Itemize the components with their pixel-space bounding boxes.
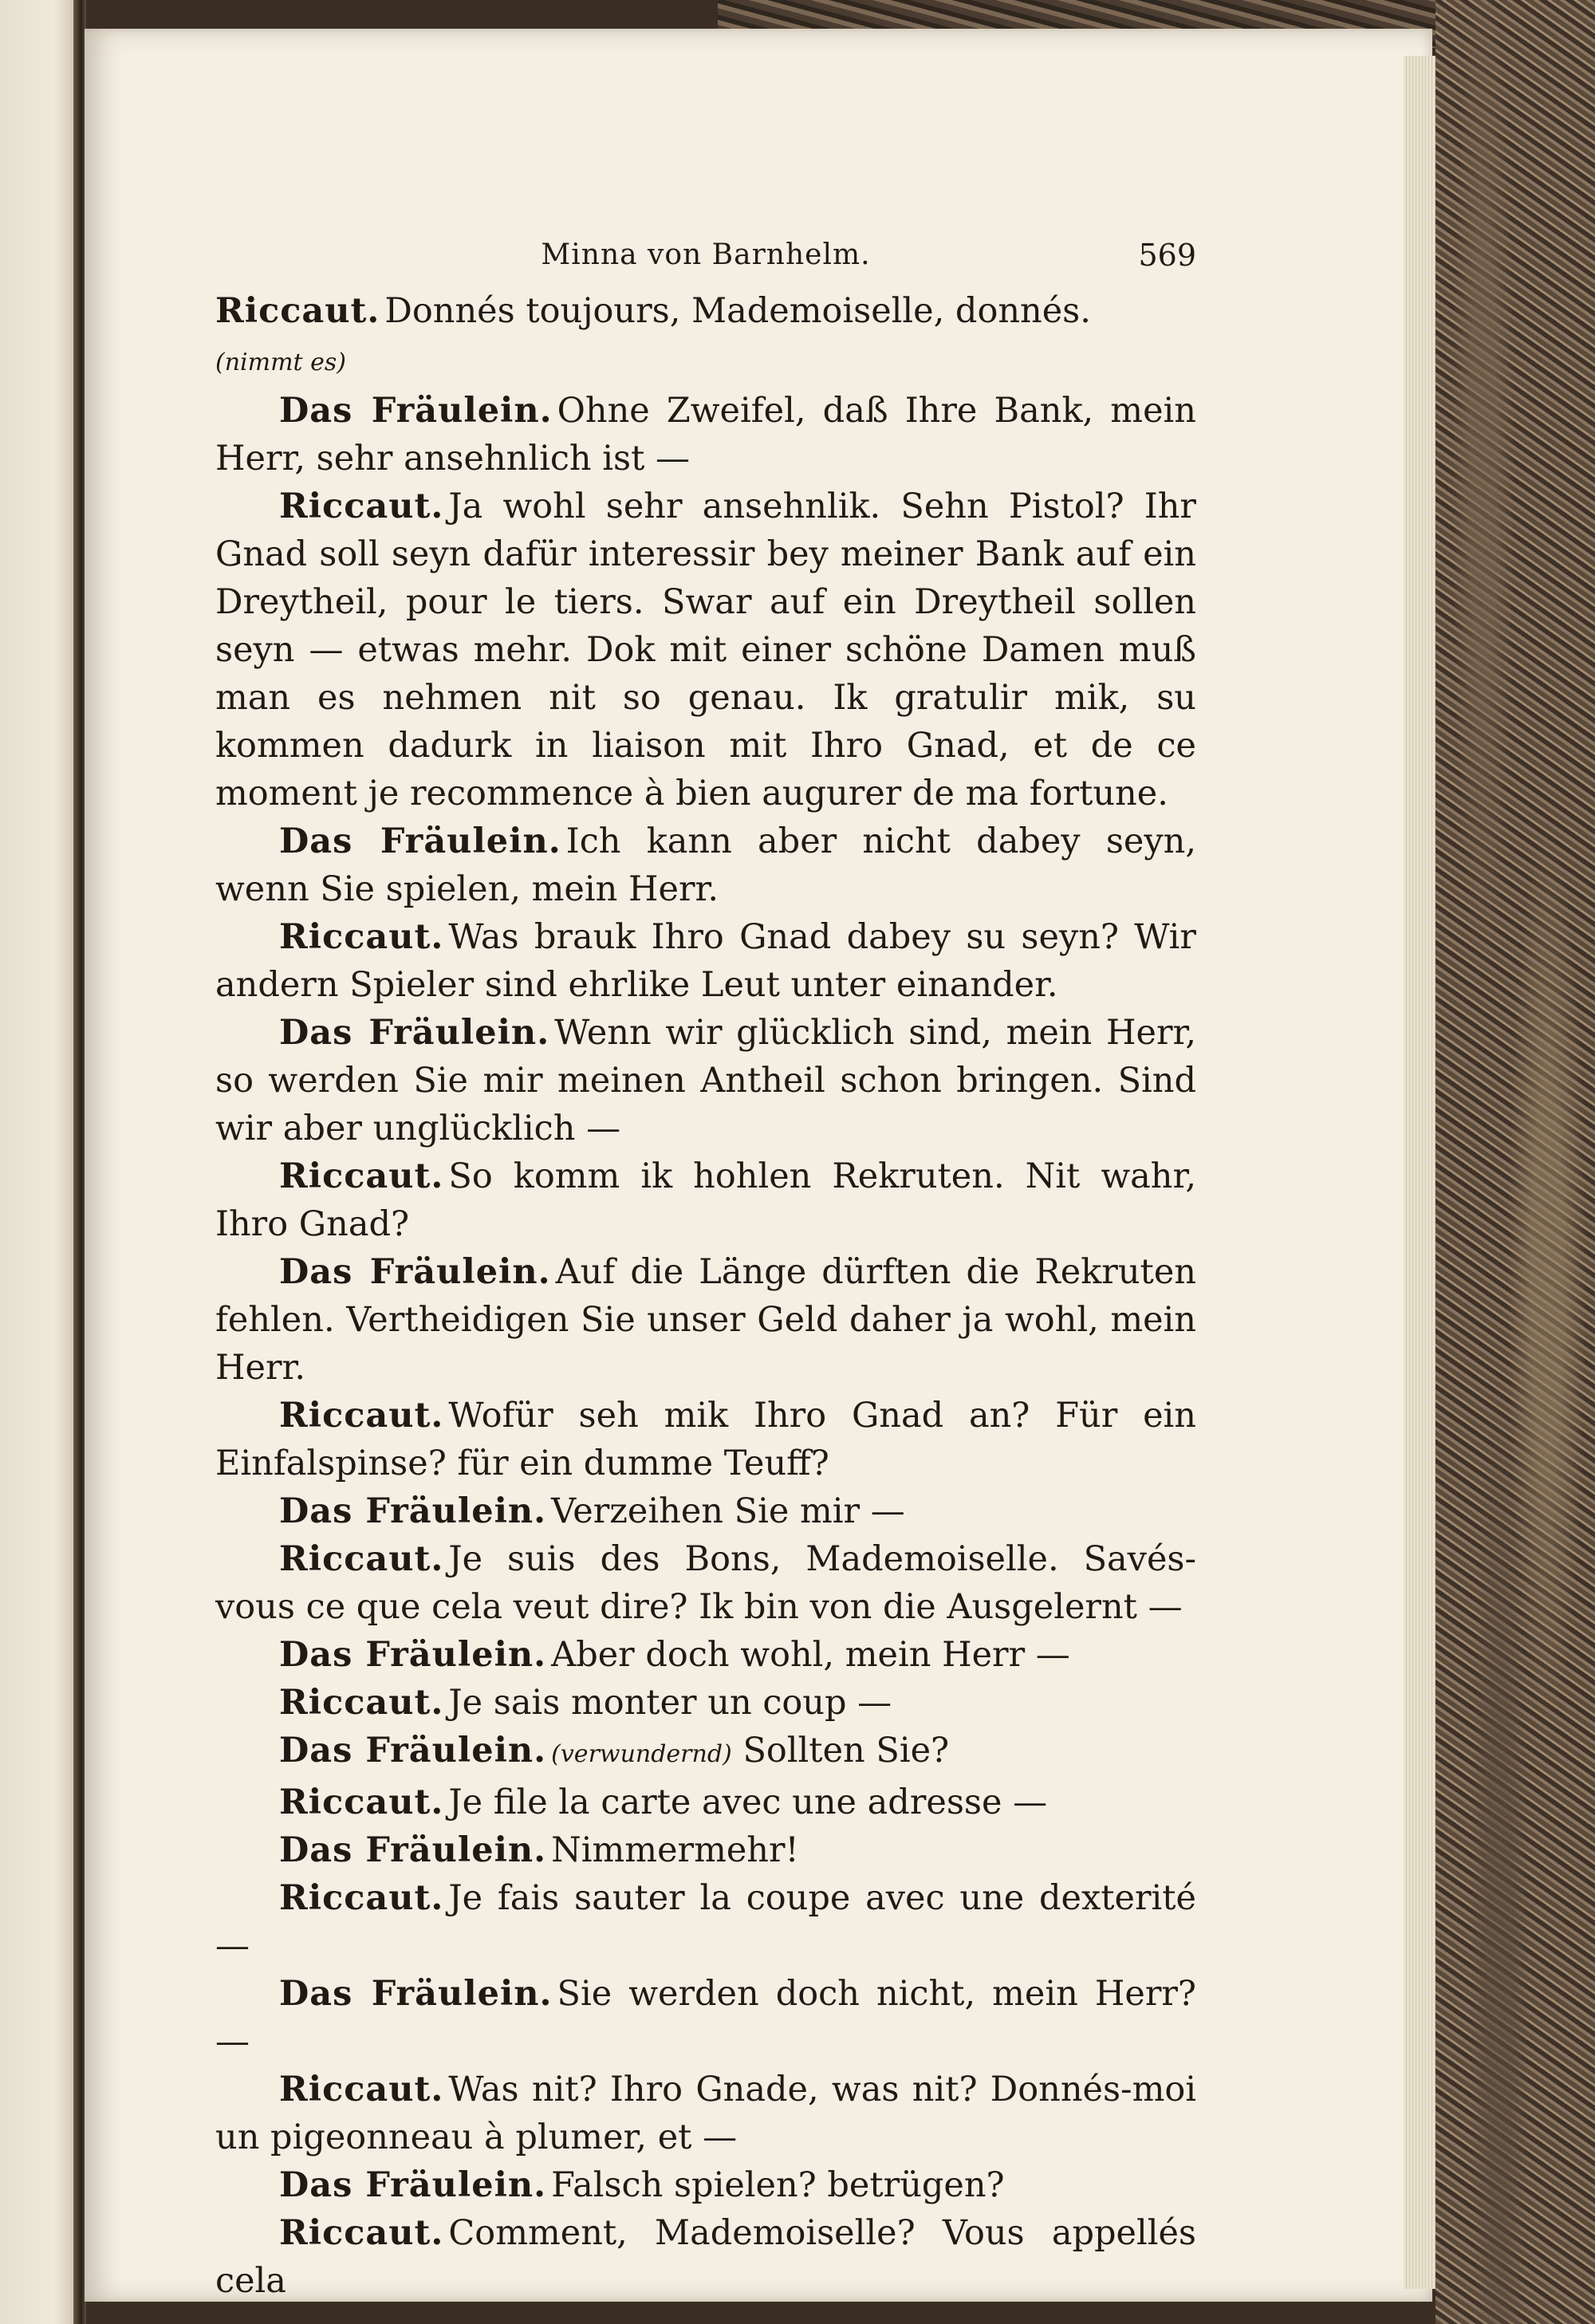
- dialogue-text: [215, 287, 1196, 2305]
- dialogue-speech: Aber doch wohl, mein Herr —: [551, 1635, 1070, 1675]
- dialogue-line: [215, 1487, 1196, 1535]
- speaker-name: Riccaut.: [279, 2070, 444, 2109]
- speaker-name: Riccaut.: [279, 1683, 444, 1723]
- dialogue-line: [215, 1152, 1196, 1248]
- dialogue-speech: Wenn wir glücklich sind, mein Herr, so werden Sie mir meinen Antheil schon bringen. Sind wir aber unglücklich —: [215, 1013, 1196, 1148]
- speaker-name: Riccaut.: [215, 291, 380, 331]
- dialogue-line: [215, 1679, 1196, 1727]
- dialogue-speech: Nimmermehr!: [551, 1830, 799, 1870]
- dialogue-speech: Falsch spielen? betrügen?: [551, 2165, 1005, 2205]
- dialogue-line: [215, 913, 1196, 1009]
- dialogue-line: [215, 817, 1196, 913]
- dialogue-speech: Je suis des Bons, Mademoiselle. Savés-vous ce que cela veut dire? Ik bin von die Ausgelernt —: [215, 1539, 1196, 1627]
- dialogue-speech: Ohne Zweifel, daß Ihre Bank, mein Herr, sehr ansehnlich ist —: [215, 391, 1196, 479]
- speaker-name: Riccaut.: [279, 1396, 444, 1436]
- dialogue-speech: Comment, Mademoiselle? Vous appellés cela: [215, 2213, 1196, 2301]
- dialogue-line: [215, 1970, 1196, 2066]
- dialogue-line: [215, 1009, 1196, 1152]
- dialogue-line: [215, 2066, 1196, 2161]
- dialogue-line: [215, 1826, 1196, 1874]
- dialogue-line: [215, 2209, 1196, 2305]
- left-page-edge: [0, 0, 77, 2324]
- dialogue-speech: Ich kann aber nicht dabey seyn, wenn Sie spielen, mein Herr.: [215, 821, 1196, 909]
- dialogue-speech: Wofür seh mik Ihro Gnad an? Für ein Einfalspinse? für ein dumme Teuff?: [215, 1396, 1196, 1483]
- speaker-name: Riccaut.: [279, 1156, 444, 1196]
- stage-direction: (nimmt es): [215, 349, 346, 376]
- dialogue-line: [215, 387, 1196, 483]
- dialogue-speech: Was nit? Ihro Gnade, was nit? Donnés-moi un pigeonneau à plumer, et —: [215, 2070, 1196, 2157]
- dialogue-line: [215, 1874, 1196, 1970]
- dialogue-line: [215, 1392, 1196, 1487]
- dialogue-speech: Je file la carte avec une adresse —: [448, 1782, 1048, 1822]
- dialogue-line: [215, 1727, 1196, 1778]
- dialogue-line: [215, 335, 1196, 387]
- dialogue-speech: Je sais monter un coup —: [448, 1683, 892, 1723]
- dialogue-speech: Ja wohl sehr ansehnlik. Sehn Pistol? Ihr Gnad soll seyn dafür interessir bey meiner Bank auf ein Dreytheil, pour le tiers. Swar auf ein Dreytheil sollen seyn — etwas mehr. Dok mit einer schöne Damen muß man es nehmen nit so genau. Ik gratulir mik, su kommen dadurk in liaison mit Ihro Gnad, et de ce moment je recommence à bien augurer de ma fortune.: [215, 486, 1196, 813]
- page-number: 569: [1138, 238, 1196, 273]
- dialogue-speech: Sollten Sie?: [742, 1731, 950, 1771]
- speaker-name: Das Fräulein.: [279, 2165, 547, 2205]
- dialogue-speech: Verzeihen Sie mir —: [551, 1491, 905, 1531]
- stage-direction: (verwundernd): [551, 1740, 732, 1768]
- speaker-name: Riccaut.: [279, 486, 444, 526]
- page-block-edges: [1404, 56, 1436, 2289]
- dialogue-speech: Sie werden doch nicht, mein Herr? —: [215, 1974, 1196, 2062]
- speaker-name: Das Fräulein.: [279, 1830, 547, 1870]
- marbled-cover: [1436, 0, 1595, 2324]
- speaker-name: Riccaut.: [279, 1782, 444, 1822]
- speaker-name: Das Fräulein.: [279, 1013, 550, 1053]
- dialogue-line: [215, 1778, 1196, 1826]
- dialogue-speech: Je fais sauter la coupe avec une dexterité —: [215, 1878, 1196, 1966]
- speaker-name: Das Fräulein.: [279, 1491, 547, 1531]
- dialogue-speech: So komm ik hohlen Rekruten. Nit wahr, Ihro Gnad?: [215, 1156, 1196, 1244]
- dialogue-line: [215, 1631, 1196, 1679]
- speaker-name: Riccaut.: [279, 2213, 444, 2253]
- speaker-name: Das Fräulein.: [279, 1974, 553, 2014]
- dialogue-line: [215, 483, 1196, 817]
- speaker-name: Das Fräulein.: [279, 821, 561, 861]
- running-head: [215, 231, 1196, 271]
- speaker-name: Riccaut.: [279, 1878, 444, 1918]
- dialogue-line: [215, 1535, 1196, 1631]
- dialogue-speech: Was brauk Ihro Gnad dabey su seyn? Wir andern Spieler sind ehrlike Leut unter einander.: [215, 917, 1196, 1005]
- speaker-name: Riccaut.: [279, 1539, 444, 1579]
- speaker-name: Das Fräulein.: [279, 1252, 551, 1292]
- speaker-name: Riccaut.: [279, 917, 444, 957]
- speaker-name: Das Fräulein.: [279, 1731, 547, 1771]
- dialogue-speech: Donnés toujours, Mademoiselle, donnés.: [384, 291, 1091, 331]
- dialogue-speech: Auf die Länge dürften die Rekruten fehlen. Vertheidigen Sie unser Geld daher ja wohl, mein Herr.: [215, 1252, 1196, 1388]
- dialogue-line: [215, 2161, 1196, 2209]
- running-title: Minna von Barnhelm.: [541, 238, 871, 271]
- dialogue-line: [215, 1248, 1196, 1392]
- speaker-name: Das Fräulein.: [279, 391, 553, 431]
- dialogue-line: [215, 287, 1196, 335]
- speaker-name: Das Fräulein.: [279, 1635, 547, 1675]
